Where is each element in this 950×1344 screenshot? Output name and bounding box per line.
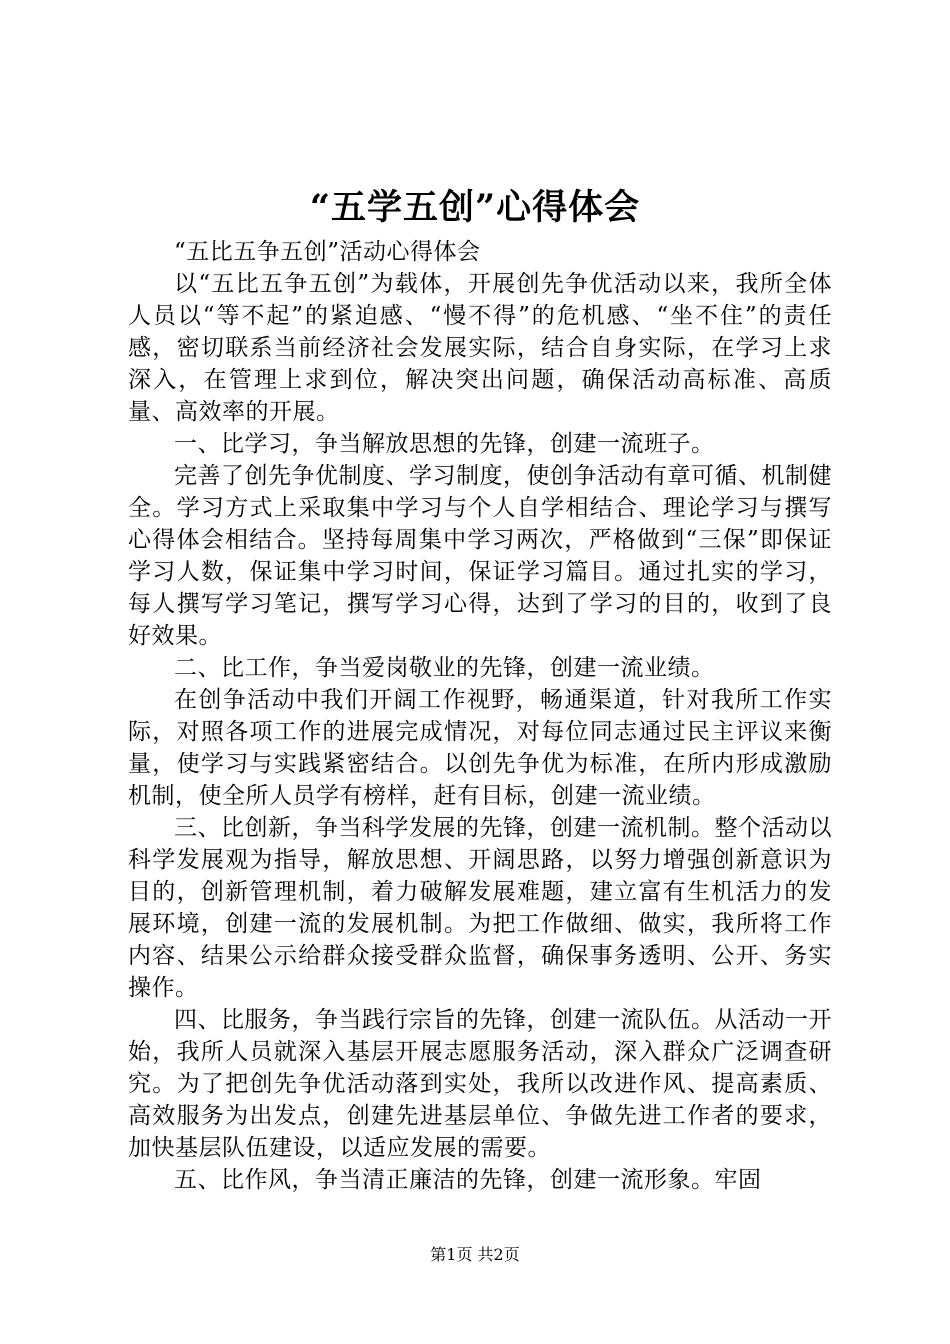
section-heading-2: 二、比工作，争当爱岗敬业的先锋，创建一流业绩。 (174, 655, 715, 681)
section-paragraph-3: 三、比创新，争当科学发展的先锋，创建一流机制。整个活动以科学发展观为指导，解放思想、开阔思路，以努力增强创新意识为目的，创新管理机制，着力破解发展难题，建立富有生机活力的发展环境，创建一流的发展机制。为把工作做细、做实，我所将工作内容、结果公示给群众接受群众监督，确保事务透明、公开、务实操作。 (128, 815, 832, 1001)
subtitle-paragraph: “五比五争五创”活动心得体会 (174, 239, 481, 265)
section-heading-1: 一、比学习，争当解放思想的先锋，创建一流班子。 (174, 431, 715, 457)
section-body-1: 完善了创先争优制度、学习制度，使创争活动有章可循、机制健全。学习方式上采取集中学习与个人自学相结合、理论学习与撰写心得体会相结合。坚持每周集中学习两次，严格做到“三保”即保证学习人数，保证集中学习时间，保证学习篇目。通过扎实的学习，每人撰写学习笔记，撰写学习心得，达到了学习的目的，收到了良好效果。 (128, 463, 832, 649)
section-paragraph-4: 四、比服务，争当践行宗旨的先锋，创建一流队伍。从活动一开始，我所人员就深入基层开展志愿服务活动，深入群众广泛调查研究。为了把创先争优活动落到实处，我所以改进作风、提高素质、高效服务为出发点，创建先进基层单位、争做先进工作者的要求，加快基层队伍建设，以适应发展的需要。 (128, 1007, 832, 1161)
document-body (128, 236, 832, 1196)
section-paragraph-5: 五、比作风，争当清正廉洁的先锋，创建一流形象。牢固 (174, 1167, 762, 1193)
intro-paragraph: 以“五比五争五创”为载体，开展创先争优活动以来，我所全体人员以“等不起”的紧迫感、“慢不得”的危机感、“坐不住”的责任感，密切联系当前经济社会发展实际，结合自身实际，在学习上求深入，在管理上求到位，解决突出问题，确保活动高标准、高质量、高效率的开展。 (128, 271, 832, 425)
document-title: “五学五创”心得体会 (309, 187, 641, 228)
section-body-2: 在创争活动中我们开阔工作视野，畅通渠道，针对我所工作实际，对照各项工作的进展完成情况，对每位同志通过民主评议来衡量，使学习与实践紧密结合。以创先争优为标准，在所内形成激励机制，使全所人员学有榜样，赶有目标，创建一流业绩。 (128, 687, 832, 809)
page-number-footer: 第1页 共2页 (430, 1245, 520, 1264)
